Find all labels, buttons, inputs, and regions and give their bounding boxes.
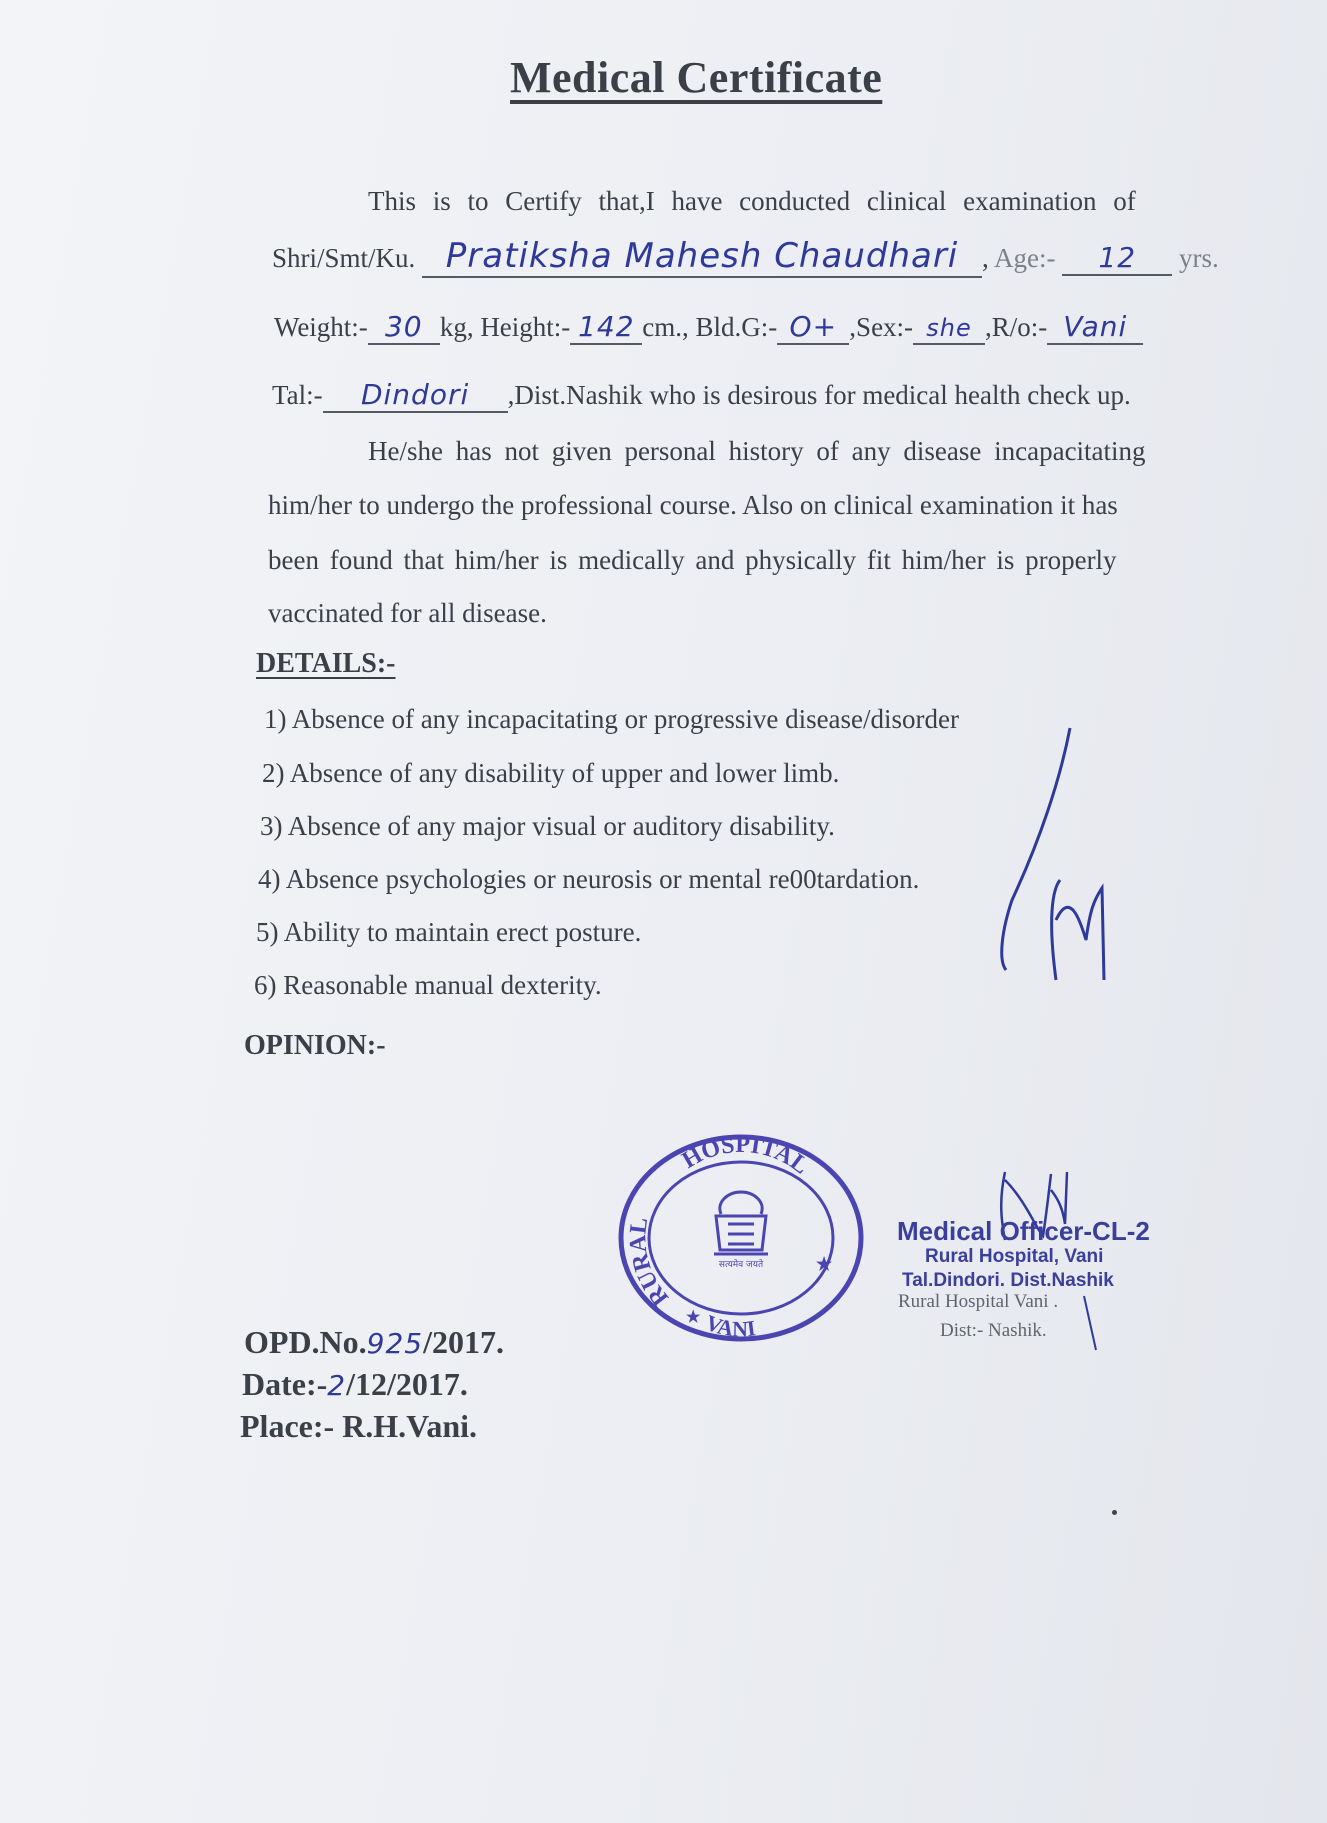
date-label: Date:- xyxy=(242,1366,328,1402)
blood-group-value: O+ xyxy=(789,310,838,343)
blood-group-field xyxy=(777,310,849,345)
weight-unit: kg, Height:- xyxy=(439,312,571,342)
verification-mark xyxy=(990,720,1130,990)
height-value: 142 xyxy=(578,310,635,343)
officer-hospital: Rural Hospital, Vani xyxy=(925,1246,1104,1267)
age-label: Age:- xyxy=(994,243,1056,273)
officer-title: Medical Officer-CL-2 xyxy=(897,1216,1150,1246)
residence-value: Vani xyxy=(1063,310,1128,343)
officer-sub-district: Dist:- Nashik. xyxy=(940,1320,1047,1341)
hospital-stamp xyxy=(616,1132,866,1342)
taluka-field xyxy=(323,378,508,413)
detail-item: 1) Absence of any incapacitating or progressive disease/disorder xyxy=(264,704,960,734)
paragraph-line-3: been found that him/her is medically and physically fit him/her is properly xyxy=(268,545,1117,575)
sex-label: ,Sex:- xyxy=(849,312,914,342)
paragraph-line-1: He/she has not given personal history of any disease incapacitating xyxy=(368,436,1146,466)
paragraph-line-2: him/her to undergo the professional course. Also on clinical examination it has xyxy=(268,490,1118,520)
vitals-line xyxy=(274,310,1143,345)
svg-text:★: ★ xyxy=(686,1309,701,1326)
height-unit: cm., Bld.G:- xyxy=(642,312,778,342)
national-emblem-icon xyxy=(714,1192,768,1254)
place-line: Place:- R.H.Vani. xyxy=(240,1408,478,1444)
shri-label: Shri/Smt/Ku. xyxy=(272,243,416,273)
stamp-top-text: HOSPITAL xyxy=(677,1132,814,1180)
weight-field xyxy=(368,310,440,345)
residence-field xyxy=(1047,310,1143,345)
name-field xyxy=(422,236,982,278)
opd-number-line xyxy=(244,1324,504,1361)
intro-line: This is to Certify that,I have conducted clinical examination of xyxy=(368,186,1136,216)
svg-text:★: ★ xyxy=(816,1254,833,1274)
opinion-heading: OPINION:- xyxy=(244,1030,386,1061)
officer-sub-hospital: Rural Hospital Vani . xyxy=(898,1291,1059,1312)
ink-dot xyxy=(1112,1510,1117,1515)
name-value: Pratiksha Mahesh Chaudhari xyxy=(445,236,959,276)
document-title: Medical Certificate xyxy=(510,53,883,102)
residence-label: ,R/o:- xyxy=(985,312,1048,342)
signature-stroke xyxy=(1082,1294,1102,1354)
detail-item: 2) Absence of any disability of upper and lower limb. xyxy=(262,758,840,788)
opd-number: 925 xyxy=(366,1327,424,1360)
date-line xyxy=(242,1366,468,1403)
height-field xyxy=(570,310,642,345)
date-day: 2 xyxy=(327,1369,347,1402)
taluka-value: Dindori xyxy=(360,378,470,411)
taluka-line xyxy=(272,378,1131,413)
date-rest: /12/2017. xyxy=(346,1366,468,1402)
sex-value: she xyxy=(926,314,972,342)
district-text: ,Dist.Nashik who is desirous for medical health check up. xyxy=(507,380,1131,410)
weight-label: Weight:- xyxy=(274,312,368,342)
paragraph-line-4: vaccinated for all disease. xyxy=(268,598,547,628)
stamp-left-text: RURAL xyxy=(625,1216,675,1311)
detail-item: 4) Absence psychologies or neurosis or mental re00tardation. xyxy=(258,864,920,894)
taluka-label: Tal:- xyxy=(272,380,323,410)
detail-item: 5) Ability to maintain erect posture. xyxy=(256,917,642,947)
sex-field xyxy=(913,312,985,345)
age-unit: yrs. xyxy=(1179,243,1219,273)
stamp-bottom-text: VANI xyxy=(702,1309,758,1342)
detail-item: 3) Absence of any major visual or auditory disability. xyxy=(260,811,835,841)
officer-taluka: Tal.Dindori. Dist.Nashik xyxy=(902,1270,1114,1291)
detail-item: 6) Reasonable manual dexterity. xyxy=(254,970,602,1000)
emblem-caption: सत्यमेव जयते xyxy=(718,1260,764,1270)
opd-label: OPD.No. xyxy=(244,1324,367,1360)
details-heading: DETAILS:- xyxy=(256,648,396,679)
weight-value: 30 xyxy=(384,310,423,343)
age-field xyxy=(1062,241,1172,276)
name-line: Shri/Smt/Ku. Pratiksha Mahesh Chaudhari , Age:- 12 yrs. xyxy=(272,236,1219,276)
age-value: 12 xyxy=(1098,241,1137,274)
opd-year: /2017. xyxy=(423,1324,504,1360)
